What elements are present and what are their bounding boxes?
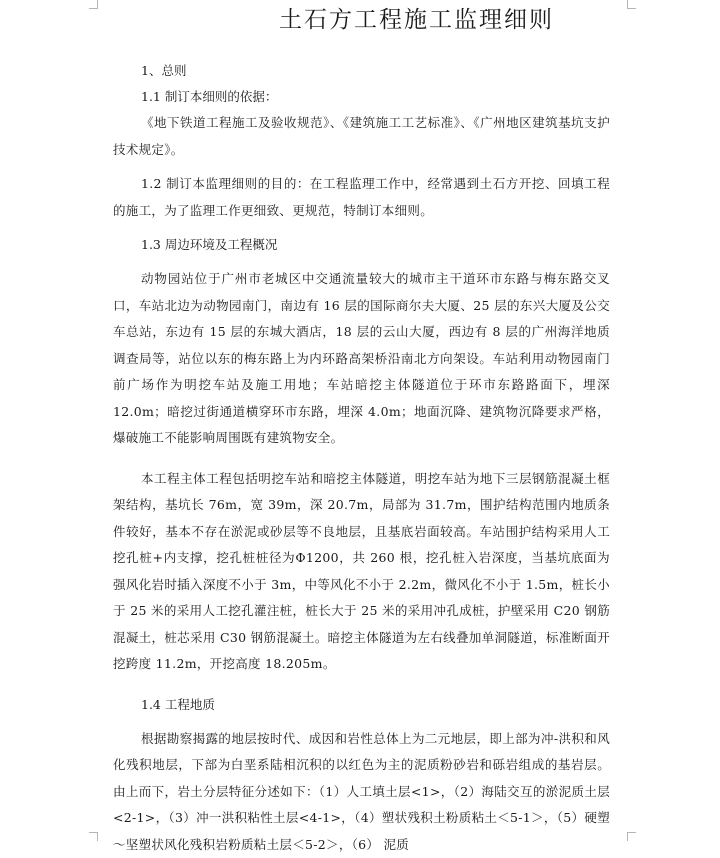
page-corner-mark-bottom-left (89, 832, 98, 841)
paragraph-purpose: 1.2 制订本监理细则的目的：在工程监理工作中，经常遇到土石方开挖、回填工程的施工，为了监理工作更细致、更规范，特制订本细则。 (113, 171, 610, 224)
paragraph-geology: 根据勘察揭露的地层按时代、成因和岩性总体上为二元地层，即上部为冲-洪积和风化残积地层，下部为白垩系陆相沉积的以红色为主的泥质粉砂岩和砾岩组成的基岩层。由上而下，岩土分层特征分述如下：（1）人工填土层<1>，（2）海陆交互的淤泥质土层<2-1>，（3）冲一洪积粘性土层<4-1>，（4）塑状残积土粉质粘土＜5-1＞，（5）硬塑～坚塑状风化残积岩粉质粘土层＜5-2＞，（6） 泥质 (113, 726, 610, 858)
paragraph-main-works: 本工程主体工程包括明挖车站和暗挖主体隧道，明挖车站为地下三层钢筋混凝土框架结构，基坑长 76m，宽 39m，深 20.7m，局部为 31.7m，围护结构范围内地质条件较好，基本不存在淤泥或砂层等不良地层，且基底岩面较高。车站围护结构采用人工挖孔桩+内支撑，挖孔桩桩径为Φ1200，共 260 根，挖孔桩入岩深度，当基坑底面为强风化岩时插入深度不小于 3m，中等风化不小于 2.2m，微风化不小于 1.5m，桩长小于 25 米的采用人工挖孔灌注桩，桩长大于 25 米的采用冲孔成桩，护壁采用 C20 钢筋混凝土，桩芯采用 C30 钢筋混凝土。暗挖主体隧道为左右线叠加单洞隧道，标准断面开挖跨度 11.2m，开挖高度 18.205m。 (113, 466, 610, 678)
page-corner-mark-bottom-right (627, 832, 636, 841)
paragraph-station-location: 动物园站位于广州市老城区中交通流量较大的城市主干道环市东路与梅东路交叉口，车站北边为动物园南门，南边有 16 层的国际商尔夫大厦、25 层的东兴大厦及公交车总站，东边有 15 层的东城大酒店，18 层的云山大厦，西边有 8 层的广州海洋地质调查局等，站位以东的梅东路上为内环路高架桥沿南北方向架设。车站利用动物园南门前广场作为明挖车站及施工用地；车站暗挖主体隧道位于环市东路路面下，埋深 12.0m；暗挖过街通道横穿环市东路，埋深 4.0m；地面沉降、建筑物沉降要求严格，爆破施工不能影响周围既有建筑物安全。 (113, 266, 610, 452)
section-heading-environment: 1.3 周边环境及工程概况 (113, 232, 610, 258)
paragraph-basis-standards: 《地下铁道工程施工及验收规范》、《建筑施工工艺标准》、《广州地区建筑基坑支护技术规定》。 (113, 110, 610, 163)
page-corner-mark-top-right (627, 0, 636, 9)
document-title: 土石方工程施工监理细则 (113, 4, 610, 36)
document-page (113, 4, 610, 858)
section-heading-general: 1、总则 (113, 58, 610, 84)
section-heading-geology: 1.4 工程地质 (113, 692, 610, 718)
section-heading-basis: 1.1 制订本细则的依据： (113, 84, 610, 110)
page-corner-mark-top-left (89, 0, 98, 9)
